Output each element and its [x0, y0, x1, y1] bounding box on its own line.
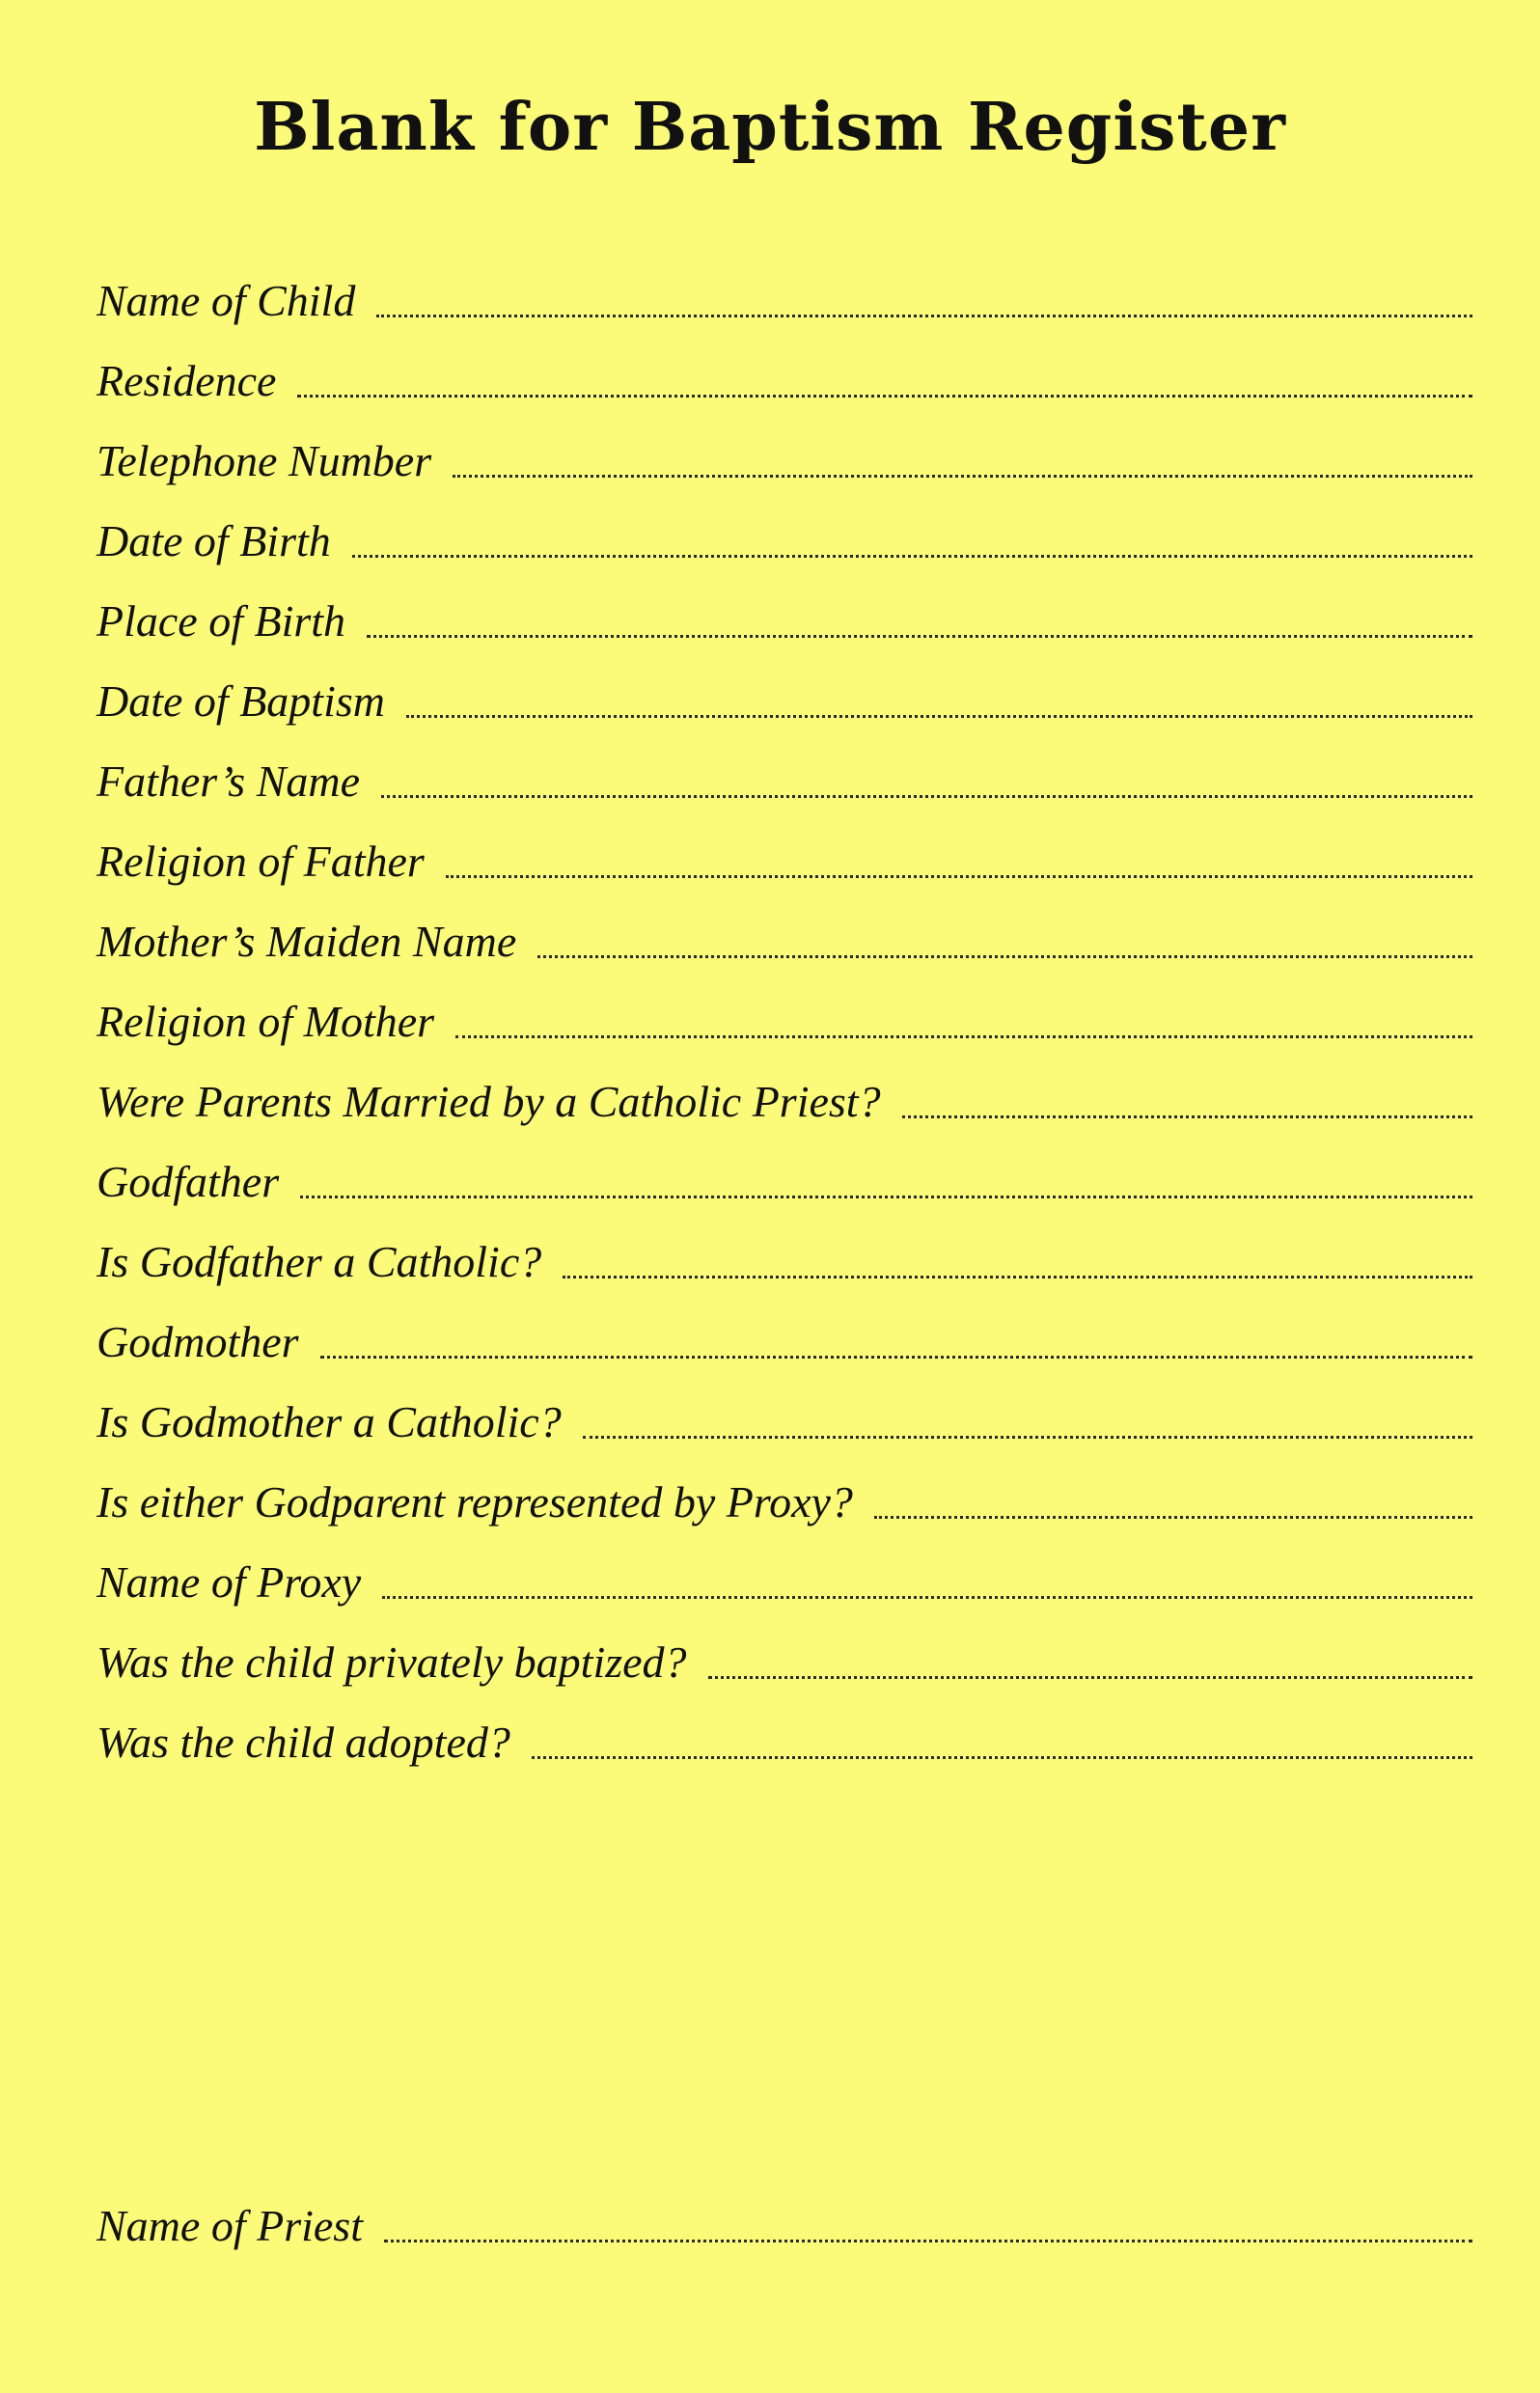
fill-line[interactable]: [708, 1676, 1472, 1679]
fill-line[interactable]: [320, 1356, 1472, 1359]
fill-line[interactable]: [384, 2240, 1472, 2242]
field-residence: [96, 345, 1472, 403]
fill-line[interactable]: [563, 1276, 1472, 1279]
field-godmother-catholic: [96, 1387, 1472, 1444]
field-name-of-priest: [96, 2190, 1472, 2248]
field-date-of-birth: [96, 506, 1472, 564]
field-fathers-name: [96, 746, 1472, 804]
form-title: Blank for Baptism Register: [254, 89, 1286, 166]
field-religion-of-mother: [96, 986, 1472, 1044]
field-godmother: [96, 1307, 1472, 1364]
field-religion-of-father: [96, 826, 1472, 884]
fill-line[interactable]: [367, 635, 1472, 638]
field-label: Is Godfather a Catholic?: [96, 1237, 542, 1286]
field-child-adopted: [96, 1707, 1472, 1765]
field-label: Religion of Father: [96, 837, 425, 886]
field-label: Name of Child: [96, 276, 356, 325]
field-label: Were Parents Married by a Catholic Priest?: [96, 1077, 881, 1126]
fill-line[interactable]: [446, 875, 1472, 878]
fill-line[interactable]: [902, 1115, 1472, 1118]
fill-line[interactable]: [381, 795, 1472, 798]
field-label: Godfather: [96, 1157, 280, 1206]
field-name-of-proxy: [96, 1547, 1472, 1605]
field-label: Residence: [96, 356, 277, 405]
fill-line[interactable]: [352, 555, 1472, 558]
field-label: Telephone Number: [96, 436, 432, 485]
field-label: Place of Birth: [96, 596, 346, 646]
field-godfather: [96, 1146, 1472, 1204]
fill-line[interactable]: [583, 1436, 1472, 1439]
fill-line[interactable]: [376, 315, 1472, 317]
fill-line[interactable]: [300, 1196, 1472, 1198]
field-place-of-birth: [96, 586, 1472, 644]
fill-line[interactable]: [874, 1516, 1472, 1519]
fill-line[interactable]: [532, 1756, 1472, 1759]
field-label: Godmother: [96, 1317, 299, 1366]
field-telephone-number: [96, 426, 1472, 483]
field-label: Is Godmother a Catholic?: [96, 1397, 562, 1446]
field-mothers-maiden-name: [96, 906, 1472, 964]
field-privately-baptized: [96, 1627, 1472, 1685]
fill-line[interactable]: [537, 955, 1472, 958]
field-label: Mother’s Maiden Name: [96, 917, 517, 966]
field-label: Religion of Mother: [96, 997, 435, 1046]
field-label: Name of Priest: [96, 2201, 363, 2250]
field-label: Is either Godparent represented by Proxy?: [96, 1477, 853, 1527]
field-godfather-catholic: [96, 1226, 1472, 1284]
field-label: Was the child adopted?: [96, 1718, 510, 1767]
field-label: Date of Baptism: [96, 676, 385, 726]
field-name-of-child: [96, 265, 1472, 323]
field-parents-married-by-priest: [96, 1066, 1472, 1124]
field-label: Date of Birth: [96, 516, 331, 565]
fill-line[interactable]: [382, 1596, 1472, 1599]
field-label: Was the child privately baptized?: [96, 1637, 687, 1687]
field-label: Father’s Name: [96, 756, 361, 806]
field-godparent-by-proxy: [96, 1467, 1472, 1525]
fill-line[interactable]: [453, 475, 1472, 478]
fill-line[interactable]: [455, 1035, 1472, 1038]
field-date-of-baptism: [96, 666, 1472, 724]
field-label: Name of Proxy: [96, 1557, 362, 1607]
fill-line[interactable]: [406, 715, 1472, 718]
fill-line[interactable]: [297, 395, 1472, 398]
